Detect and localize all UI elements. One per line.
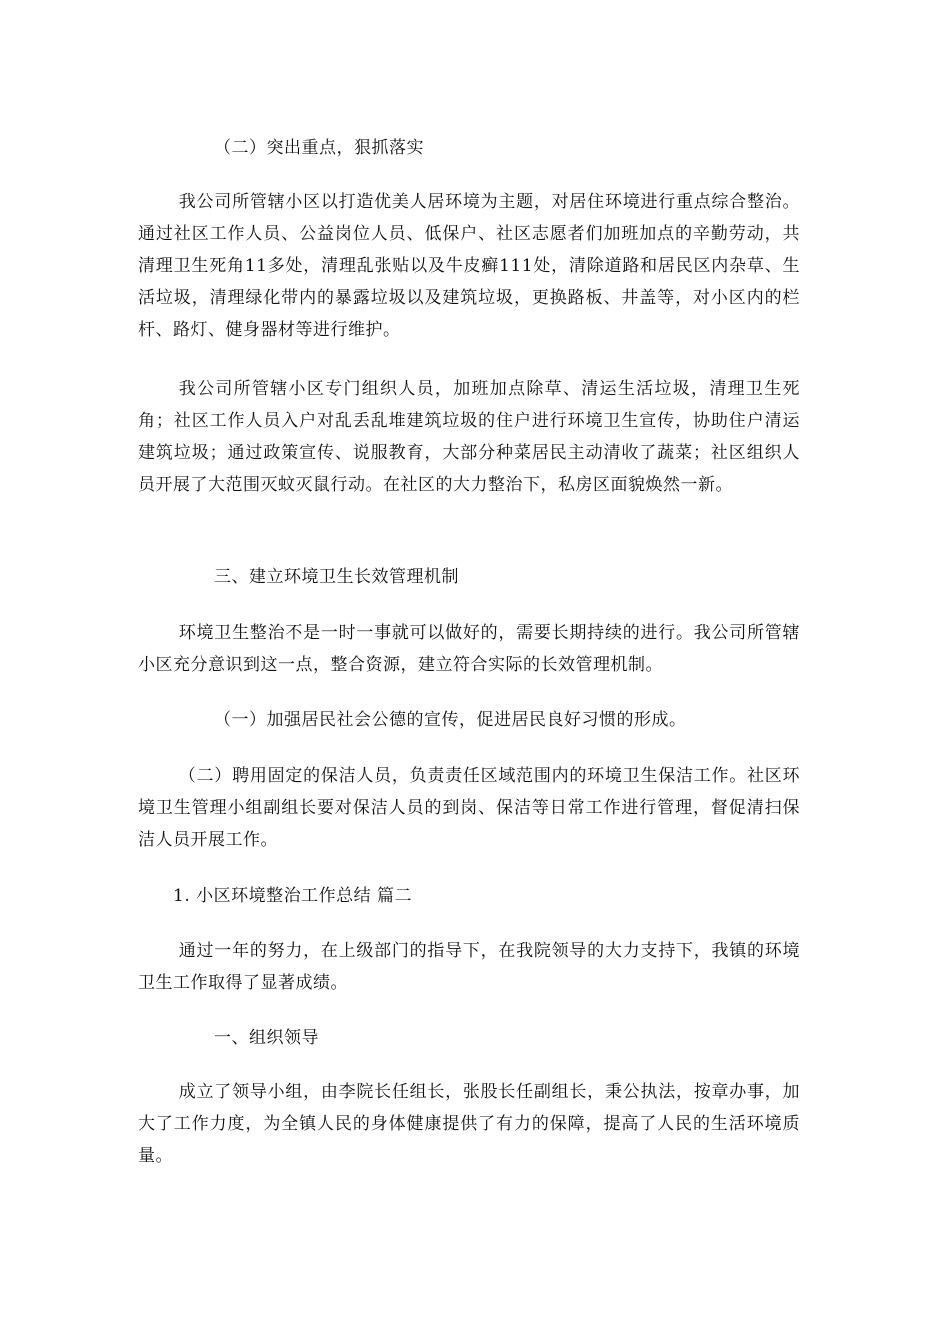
heading-3: 三、建立环境卫生长效管理机制: [214, 567, 459, 587]
list-item-1: （一）加强居民社会公德的宣传，促进居民良好习惯的形成。: [214, 710, 687, 730]
heading-2-2: （二）突出重点，狠抓落实: [214, 138, 424, 158]
paragraph-4: 通过一年的努力，在上级部门的指导下，在我院领导的大力支持下，我镇的环境卫生工作取得了显著成绩。: [138, 941, 800, 993]
paragraph-5: 成立了领导小组，由李院长任组长，张股长任副组长，秉公执法，按章办事，加大了工作力度，为全镇人民的身体健康提供了有力的保障，提高了人民的生活环境质量。: [138, 1082, 800, 1166]
paragraph-2: 我公司所管辖小区专门组织人员，加班加点除草、清运生活垃圾，清理卫生死角；社区工作人员入户对乱丢乱堆建筑垃圾的住户进行环境卫生宣传，协助住户清运建筑垃圾；通过政策宣传、说服教育，大部分种菜居民主动清收了蔬菜；社区组织人员开展了大范围灭蚊灭鼠行动。在社区的大力整治下，私房区面貌焕然一新。: [138, 379, 800, 495]
list-item-2: （二）聘用固定的保洁人员，负责责任区域范围内的环境卫生保洁工作。社区环境卫生管理小组副组长要对保洁人员的到岗、保洁等日常工作进行管理，督促清扫保洁人员开展工作。: [138, 766, 800, 850]
section-title: 1. 小区环境整治工作总结 篇二: [173, 886, 413, 906]
paragraph-3: 环境卫生整治不是一时一事就可以做好的，需要长期持续的进行。我公司所管辖小区充分意识到这一点，整合资源，建立符合实际的长效管理机制。: [138, 623, 800, 675]
heading-organization: 一、组织领导: [214, 1028, 319, 1048]
paragraph-1: 我公司所管辖小区以打造优美人居环境为主题，对居住环境进行重点综合整治。通过社区工作人员、公益岗位人员、低保户、社区志愿者们加班加点的辛勤劳动，共清理卫生死角11多处，清理乱张贴以及牛皮癣111处，清除道路和居民区内杂草、生活垃圾，清理绿化带内的暴露垃圾以及建筑垃圾，更换路板、井盖等，对小区内的栏杆、路灯、健身器材等进行维护。: [138, 192, 800, 340]
